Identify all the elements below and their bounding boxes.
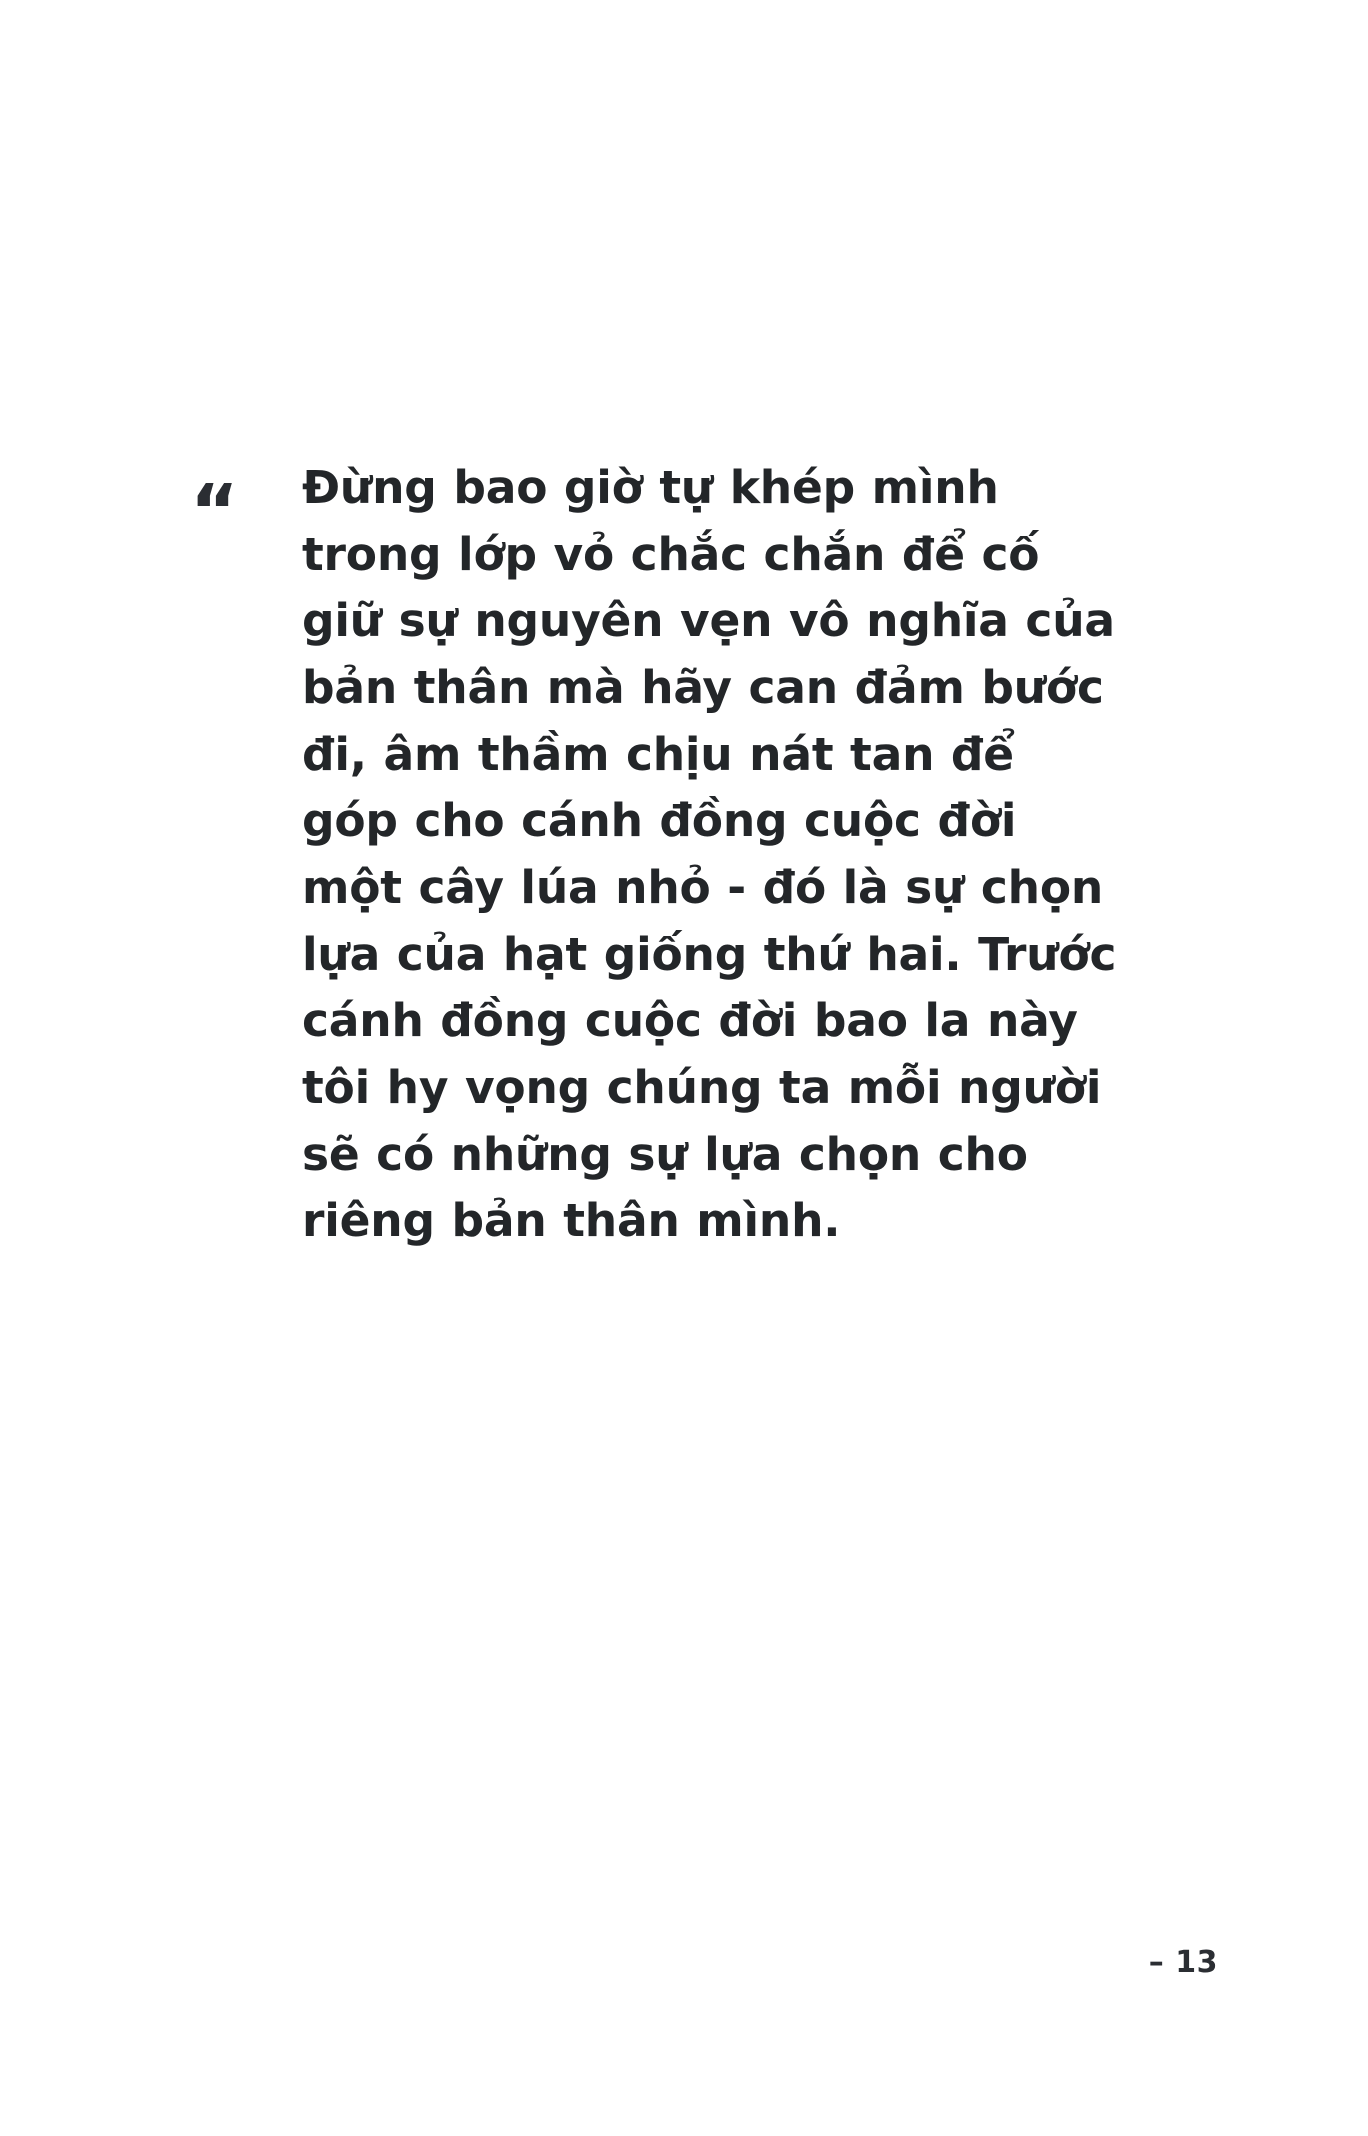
quote-block	[190, 455, 1160, 1255]
quote-text: Đừng bao giờ tự khép mình trong lớp vỏ chắc chắn để cố giữ sự nguyên vẹn vô nghĩa của bản thân mà hãy can đảm bước đi, âm thầm chịu nát tan để góp cho cánh đồng cuộc đời một cây lúa nhỏ - đó là sự chọn lựa của hạt giống thứ hai. Trước cánh đồng cuộc đời bao la này tôi hy vọng chúng ta mỗi người sẽ có những sự lựa chọn cho riêng bản thân mình.	[302, 461, 1117, 1248]
open-quote-icon: “	[190, 469, 237, 555]
page-number: – 13	[1148, 1945, 1218, 1980]
